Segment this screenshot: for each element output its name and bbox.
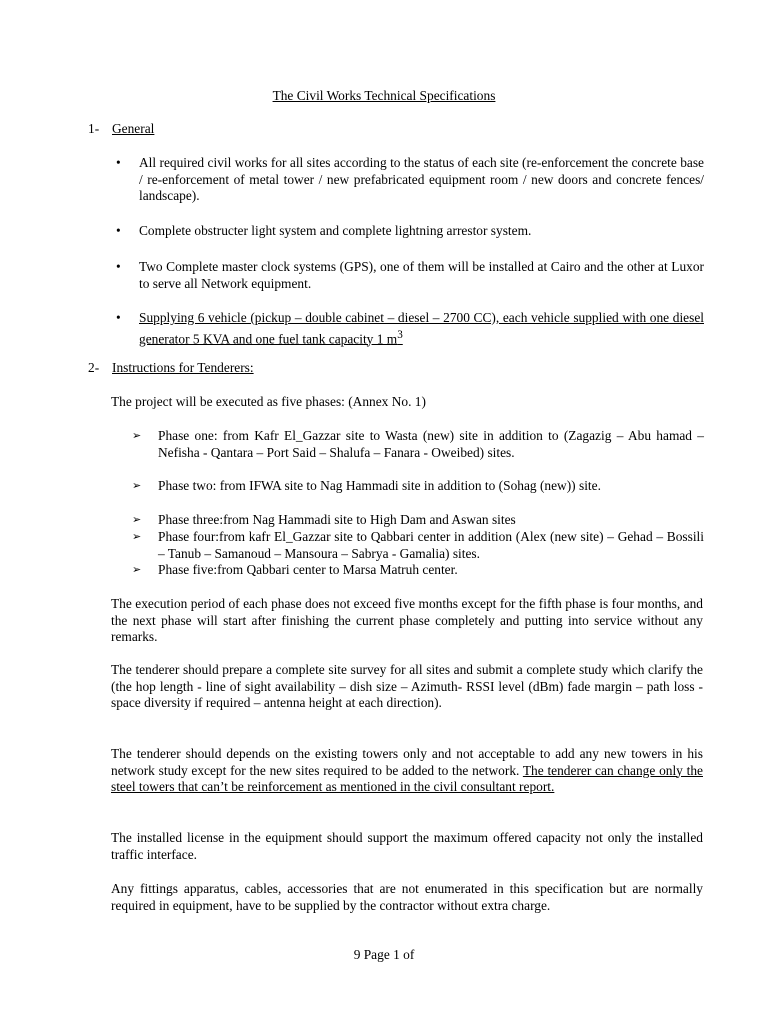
arrow-bullet-icon: ➢: [132, 479, 142, 492]
bullet-item: [116, 310, 704, 347]
section-heading-general: [88, 121, 154, 138]
bullet-icon: •: [116, 155, 121, 170]
bullet-item: [116, 223, 704, 240]
bullet-text: Two Complete master clock systems (GPS), one of them will be installed at Cairo and the other at Luxor to serve all Network equipment.: [139, 259, 704, 291]
intro-paragraph: The project will be executed as five phases: (Annex No. 1): [111, 394, 426, 409]
superscript: 3: [397, 328, 403, 341]
phase-item: [132, 512, 704, 529]
section-title: General: [112, 121, 155, 136]
section-number: 1-: [88, 121, 100, 136]
bullet-text-body: Supplying 6 vehicle (pickup – double cabinet – diesel – 2700 CC), each vehicle supplied with one diesel generator 5 KVA and one fuel tank capacity 1 m: [139, 310, 704, 346]
document-title: The Civil Works Technical Specifications: [272, 88, 496, 103]
phase-item: [132, 562, 704, 579]
bullet-item: [116, 259, 704, 292]
page-footer: 9 Page 1 of: [353, 947, 415, 962]
arrow-bullet-icon: ➢: [132, 563, 142, 576]
section-title: Instructions for Tenderers:: [112, 360, 254, 375]
phase-item: [132, 529, 704, 562]
phase-item: [132, 428, 704, 461]
bullet-icon: •: [116, 310, 121, 325]
phase-text: Phase three:from Nag Hammadi site to High Dam and Aswan sites: [158, 512, 516, 527]
arrow-bullet-icon: ➢: [132, 429, 142, 442]
paragraph: [111, 746, 703, 796]
paragraph-text: The tenderer should depends on the existing towers only and not acceptable to add any new towers in his network study except for the new sites required to be added to the network.: [111, 746, 703, 778]
phase-text: Phase one: from Kafr El_Gazzar site to Wasta (new) site in addition to (Zagazig – Abu hamad – Nefisha - Qantara – Port Said – Shalufa – Fanara - Oweibed) sites.: [158, 428, 704, 460]
phase-item: [132, 478, 704, 495]
phase-text: Phase five:from Qabbari center to Marsa Matruh center.: [158, 562, 458, 577]
arrow-bullet-icon: ➢: [132, 513, 142, 526]
bullet-icon: •: [116, 259, 121, 274]
paragraph: Any fittings apparatus, cables, accessories that are not enumerated in this specification but are normally required in equipment, have to be supplied by the contractor without extra charge.: [111, 881, 703, 913]
arrow-bullet-icon: ➢: [132, 530, 142, 543]
paragraph: The execution period of each phase does not exceed five months except for the fifth phase is four months, and the next phase will start after finishing the current phase completely and putting into service without any remarks.: [111, 596, 703, 644]
paragraph: The installed license in the equipment should support the maximum offered capacity not only the installed traffic interface.: [111, 830, 703, 862]
bullet-icon: •: [116, 223, 121, 238]
section-heading-instructions: [88, 360, 254, 377]
bullet-text: All required civil works for all sites according to the status of each site (re-enforcement the concrete base / re-enforcement of metal tower / new prefabricated equipment room / new doors and concrete fences/ landscape).: [139, 155, 704, 203]
section-number: 2-: [88, 360, 100, 375]
bullet-item: [116, 155, 704, 205]
paragraph-underlined-text: The tenderer can change only the steel towers that can’t be reinforcement as mentioned in the civil consultant report.: [111, 762, 703, 794]
paragraph: The tenderer should prepare a complete site survey for all sites and submit a complete study which clarify the (the hop length - line of sight availability – dish size – Azimuth- RSSI level (dBm) fade margin – path loss - space diversity if required – antenna height at each direction).: [111, 662, 703, 710]
phase-text: Phase four:from kafr El_Gazzar site to Qabbari center in addition (Alex (new site) – Gehad – Bossili – Tanub – Samanoud – Mansoura – Sabrya - Gamalia) sites.: [158, 529, 704, 561]
bullet-text-underlined: [139, 310, 704, 347]
bullet-text: Complete obstructer light system and complete lightning arrestor system.: [139, 223, 532, 238]
phase-text: Phase two: from IFWA site to Nag Hammadi site in addition to (Sohag (new)) site.: [158, 478, 601, 493]
